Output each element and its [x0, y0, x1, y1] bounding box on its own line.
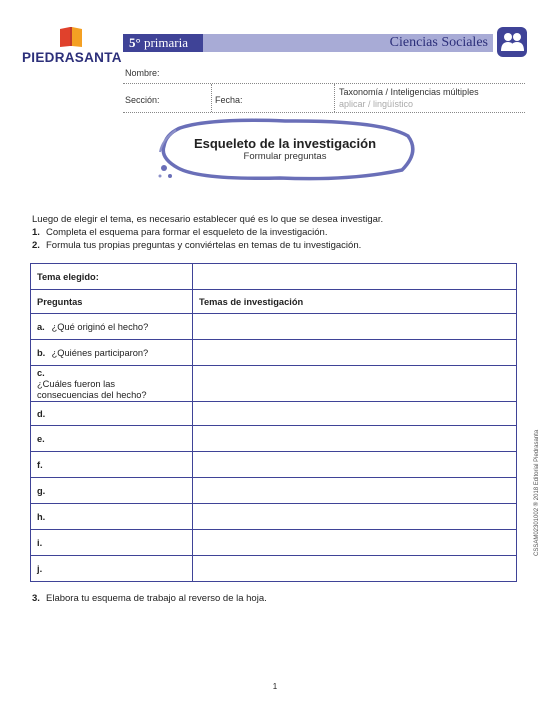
question-cell — [31, 366, 193, 402]
page-number: 1 — [272, 682, 278, 691]
divider — [334, 84, 335, 112]
question-cell — [31, 340, 193, 366]
topic-label: Tema elegido: — [31, 264, 193, 290]
instruction-step — [32, 226, 383, 239]
answer-cell[interactable] — [193, 314, 517, 340]
research-table — [30, 263, 517, 582]
question-cell — [31, 452, 193, 478]
table-row — [31, 556, 517, 582]
row-label: b. — [37, 347, 46, 358]
step-text: Formula tus propias preguntas y conviértelas en temas de tu investigación. — [46, 240, 362, 251]
question-cell — [31, 556, 193, 582]
worksheet-title: Esqueleto de la investigación — [193, 136, 377, 151]
subject-title: Ciencias Sociales — [389, 35, 488, 50]
taxonomy-label: Taxonomía / Inteligencias múltiples — [339, 87, 479, 97]
question-text: ¿Cuáles fueron las consecuencias del hecho? — [37, 379, 147, 400]
taxonomy-value: aplicar / lingüístico — [339, 99, 414, 109]
answer-cell[interactable] — [193, 530, 517, 556]
header-row — [31, 290, 517, 314]
row-label: h. — [37, 511, 46, 522]
step-text: Elabora tu esquema de trabajo al reverso de la hoja. — [46, 593, 267, 604]
row-label: d. — [37, 408, 46, 419]
grade-badge — [123, 34, 203, 52]
step-number: 3. — [32, 593, 40, 604]
book-icon — [58, 26, 84, 48]
table-row — [31, 478, 517, 504]
table-row — [31, 402, 517, 426]
instruction-step — [32, 239, 383, 252]
answer-cell[interactable] — [193, 402, 517, 426]
divider — [123, 83, 525, 84]
answer-cell[interactable] — [193, 478, 517, 504]
question-cell — [31, 426, 193, 452]
question-text: ¿Qué originó el hecho? — [51, 321, 149, 332]
row-label: a. — [37, 321, 45, 332]
topic-answer-cell[interactable] — [193, 264, 517, 290]
divider — [211, 84, 212, 112]
step-number: 1. — [32, 227, 40, 238]
seccion-label: Sección: — [125, 95, 160, 105]
step-number: 2. — [32, 240, 40, 251]
row-label: f. — [37, 459, 43, 470]
answer-cell[interactable] — [193, 452, 517, 478]
answer-cell[interactable] — [193, 556, 517, 582]
brand-name: PIEDRASANTA — [22, 50, 122, 65]
instructions — [32, 213, 383, 252]
table-row — [31, 530, 517, 556]
table-row — [31, 314, 517, 340]
table-row — [31, 504, 517, 530]
people-icon — [497, 27, 527, 57]
worksheet-subtitle: Formular preguntas — [243, 151, 327, 162]
answer-cell[interactable] — [193, 340, 517, 366]
nombre-label: Nombre: — [125, 68, 160, 78]
table-row — [31, 452, 517, 478]
question-text: ¿Quiénes participaron? — [51, 347, 149, 358]
grade-word: primaria — [143, 35, 188, 50]
divider — [123, 112, 525, 113]
row-label: j. — [37, 563, 43, 574]
question-cell — [31, 478, 193, 504]
question-cell — [31, 504, 193, 530]
fecha-label: Fecha: — [215, 95, 243, 105]
piedrasanta-logo — [22, 26, 122, 68]
col-topics-header: Temas de investigación — [193, 290, 517, 314]
row-label: g. — [37, 485, 46, 496]
question-cell — [31, 530, 193, 556]
instructions-lead: Luego de elegir el tema, es necesario establecer qué es lo que se desea investigar. — [32, 214, 384, 225]
table-row — [31, 340, 517, 366]
copyright-code: CSSAM02301002 ® 2018 Editorial Piedrasanta — [534, 429, 540, 556]
step-text: Completa el esquema para formar el esqueleto de la investigación. — [46, 227, 328, 238]
col-questions-header: Preguntas — [31, 290, 193, 314]
answer-cell[interactable] — [193, 366, 517, 402]
answer-cell[interactable] — [193, 504, 517, 530]
question-cell — [31, 314, 193, 340]
table-row — [31, 426, 517, 452]
row-label: i. — [37, 537, 43, 548]
row-label: e. — [37, 433, 45, 444]
topic-row — [31, 264, 517, 290]
instruction-step — [32, 593, 267, 604]
question-cell — [31, 402, 193, 426]
answer-cell[interactable] — [193, 426, 517, 452]
row-label: c. — [37, 368, 45, 378]
grade-number: 5° — [129, 35, 141, 50]
table-row — [31, 366, 517, 402]
